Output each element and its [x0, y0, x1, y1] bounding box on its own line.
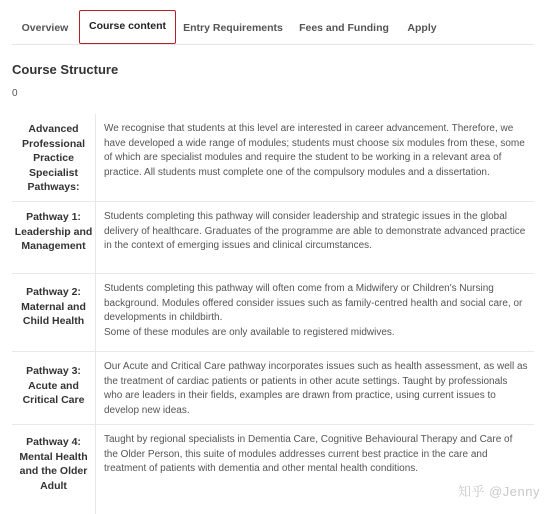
- row-description-block: [104, 282, 528, 340]
- tab-fees-and-funding[interactable]: Fees and Funding: [299, 22, 389, 34]
- table-row: [12, 114, 534, 202]
- table-row: [12, 352, 534, 425]
- row-description: We recognise that students at this level are interested in career advancement. Therefore, we have developed a wide range of modules; students must choose six modules from these, some of which are specialist modules and require the student to be working in a relevant area of practice. All students must complete one of the compulsory modules and a dissertation.: [104, 123, 525, 178]
- table-row: [12, 202, 534, 274]
- tab-entry-requirements[interactable]: Entry Requirements: [183, 22, 283, 34]
- row-label: Pathway 4: Mental Health and the Older Adult: [12, 425, 96, 514]
- watermark: 知乎 @Jenny: [458, 484, 540, 499]
- section-title: Course Structure: [12, 62, 119, 77]
- table-row: [12, 274, 534, 352]
- tab-apply[interactable]: Apply: [407, 22, 437, 34]
- row-description: Taught by regional specialists in Dementia Care, Cognitive Behavioural Therapy and Care of the Older Person, this suite of modules addresses current best practice in the care and treatment of patients with dementia and other mental health conditions.: [104, 434, 513, 474]
- row-note: Some of these modules are only available to registered midwives.: [104, 326, 395, 338]
- row-description: Students completing this pathway will often come from a Midwifery or Children's Nursing background. Modules offered consider issues such as family-centred health and social care, or developments in childbirth.: [104, 283, 523, 323]
- row-label: Pathway 1: Leadership and Management: [12, 202, 96, 273]
- tab-bar: [12, 10, 534, 45]
- tab-course-content[interactable]: Course content: [79, 10, 176, 44]
- row-description: Students completing this pathway will consider leadership and strategic issues in the global delivery of healthcare. Graduates of the programme are able to demonstrate advanced practice in the context of emerging issues and clinical circumstances.: [104, 211, 526, 251]
- table-row: [12, 425, 534, 514]
- row-label: Pathway 3: Acute and Critical Care: [12, 352, 96, 424]
- tab-overview[interactable]: Overview: [21, 22, 69, 34]
- row-label: Pathway 2: Maternal and Child Health: [12, 274, 96, 351]
- row-description: Our Acute and Critical Care pathway incorporates issues such as health assessment, as well as the treatment of cardiac patients or patients in other acute settings. Taught by professionals who are leaders in their fields, examples are drawn from practice, using current issues to develop new ideas.: [104, 361, 528, 416]
- section-subtitle: 0: [12, 88, 18, 99]
- row-label: Advanced Professional Practice Specialist Pathways:: [12, 114, 96, 201]
